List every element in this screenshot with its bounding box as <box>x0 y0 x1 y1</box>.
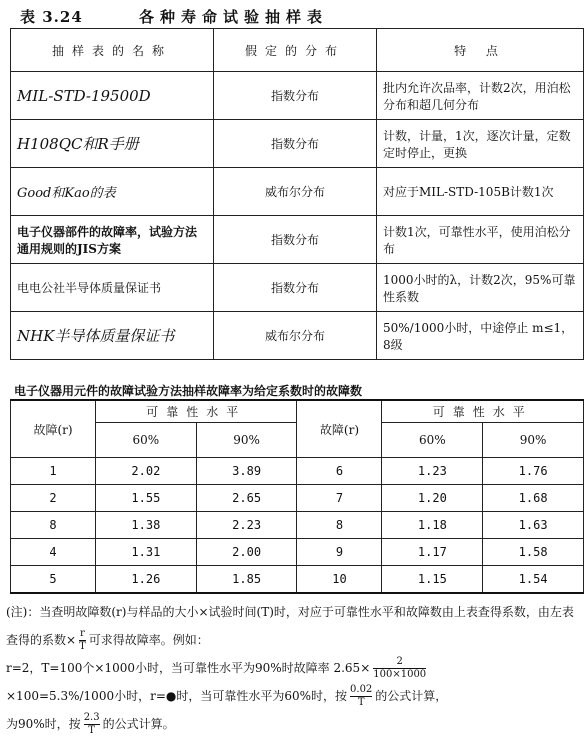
row-distribution: 指数分布 <box>214 216 377 264</box>
coef-90: 2.65 <box>196 485 297 512</box>
table-row <box>11 312 584 360</box>
table-row <box>11 566 584 594</box>
level-90-right: 90% <box>483 423 584 458</box>
row-name: 电电公社半导体质量保证书 <box>11 264 214 312</box>
coef-60: 1.26 <box>96 566 197 594</box>
fraction-90: $\frac{2.3}{T}$ <box>83 712 100 736</box>
table-row <box>11 72 584 120</box>
row-feature: 计数1次，可靠性水平，使用泊松分布 <box>377 216 584 264</box>
coef-60: 1.23 <box>382 458 483 485</box>
coef-60: 2.02 <box>96 458 197 485</box>
row-distribution: 指数分布 <box>214 120 377 168</box>
table-header-row <box>11 29 584 72</box>
coef-60: 1.31 <box>96 539 197 566</box>
row-name: Good和Kao的表 <box>11 168 214 216</box>
row-feature: 50%/1000小时，中途停止 m≤1，8级 <box>377 312 584 360</box>
row-feature: 1000小时的λ，计数2次，95%可靠性系数 <box>377 264 584 312</box>
table-number: 表 3.24 <box>20 8 83 26</box>
fault-count-table <box>10 399 584 594</box>
coef-90: 1.85 <box>196 566 297 594</box>
coef-90: 1.58 <box>483 539 584 566</box>
table-row <box>11 512 584 539</box>
coef-90: 1.63 <box>483 512 584 539</box>
fault-label-left: 故障(r) <box>11 400 96 458</box>
note-line-4: 为90%时，按 $\frac{2.3}{T}$ 的公式计算。 <box>6 712 175 736</box>
level-90-left: 90% <box>196 423 297 458</box>
row-distribution: 指数分布 <box>214 72 377 120</box>
header-name: 抽样表的名称 <box>11 29 214 72</box>
fault-table-caption: 电子仪器用元件的故障试验方法抽样故障率为给定系数时的故障数 <box>14 384 363 398</box>
coef-60: 1.17 <box>382 539 483 566</box>
coef-90: 2.00 <box>196 539 297 566</box>
level-60-left: 60% <box>96 423 197 458</box>
fault-count: 6 <box>297 458 382 485</box>
table-row <box>11 216 584 264</box>
fault-count: 8 <box>297 512 382 539</box>
row-distribution: 威布尔分布 <box>214 168 377 216</box>
row-feature: 对应于MIL-STD-105B计数1次 <box>377 168 584 216</box>
coef-60: 1.15 <box>382 566 483 594</box>
table-row <box>11 264 584 312</box>
fault-count: 5 <box>11 566 96 594</box>
coef-60: 1.55 <box>96 485 197 512</box>
fault-label-right: 故障(r) <box>297 400 382 458</box>
note-line-3: ×100=5.3%/1000小时，r=●时，当可靠性水平为60%时，按 $\frac{0.02}{T}$ 的公式计算， <box>6 684 448 708</box>
row-distribution: 威布尔分布 <box>214 312 377 360</box>
row-name: H108QC和R手册 <box>11 120 214 168</box>
table-row <box>11 168 584 216</box>
row-distribution: 指数分布 <box>214 264 377 312</box>
fraction-r-over-t: $\frac{r}{T}$ <box>79 628 86 652</box>
level-60-right: 60% <box>382 423 483 458</box>
fault-count: 8 <box>11 512 96 539</box>
row-feature: 批内允许次品率，计数2次，用泊松分布和超几何分布 <box>377 72 584 120</box>
row-name: MIL-STD-19500D <box>11 72 214 120</box>
sampling-table <box>10 28 584 360</box>
reliability-label-right: 可靠性水平 <box>382 400 584 423</box>
note-line-2: r=2，T=100个×1000小时，当可靠性水平为90%时故障率 2.65× $\frac{2}{100\times 1000}$ <box>6 656 427 680</box>
coef-90: 1.76 <box>483 458 584 485</box>
table-name: 各种寿命试验抽样表 <box>139 8 329 26</box>
fault-count: 9 <box>297 539 382 566</box>
fault-count: 7 <box>297 485 382 512</box>
fault-count: 1 <box>11 458 96 485</box>
coef-90: 2.23 <box>196 512 297 539</box>
row-name: NHK半导体质量保证书 <box>11 312 214 360</box>
table-header-row <box>11 400 584 423</box>
row-feature: 计数，计量，1次，逐次计量，定数定时停止，更换 <box>377 120 584 168</box>
table-title <box>20 6 328 27</box>
header-features: 特 点 <box>377 29 584 72</box>
table-row <box>11 539 584 566</box>
fault-count: 4 <box>11 539 96 566</box>
table-row <box>11 120 584 168</box>
coef-60: 1.18 <box>382 512 483 539</box>
reliability-label-left: 可靠性水平 <box>96 400 297 423</box>
fraction-60: $\frac{0.02}{T}$ <box>350 684 373 708</box>
coef-90: 3.89 <box>196 458 297 485</box>
note-line-1: (注)：当查明故障数(r)与样品的大小×试验时间(T)时，对应于可靠性水平和故障数由上表查得系数，由左表查得的系数× $\frac{r}{T}$ 可求得故障率。例如： <box>6 605 574 652</box>
fault-count: 10 <box>297 566 382 594</box>
table-row <box>11 458 584 485</box>
header-distribution: 假定的分布 <box>214 29 377 72</box>
fault-count: 2 <box>11 485 96 512</box>
note-paragraph <box>6 598 582 738</box>
coef-60: 1.20 <box>382 485 483 512</box>
fraction-example: $\frac{2}{100\times 1000}$ <box>373 656 427 680</box>
coef-90: 1.68 <box>483 485 584 512</box>
coef-90: 1.54 <box>483 566 584 594</box>
row-name: 电子仪器部件的故障率，试验方法通用规则的JIS方案 <box>11 216 214 264</box>
coef-60: 1.38 <box>96 512 197 539</box>
table-row <box>11 485 584 512</box>
